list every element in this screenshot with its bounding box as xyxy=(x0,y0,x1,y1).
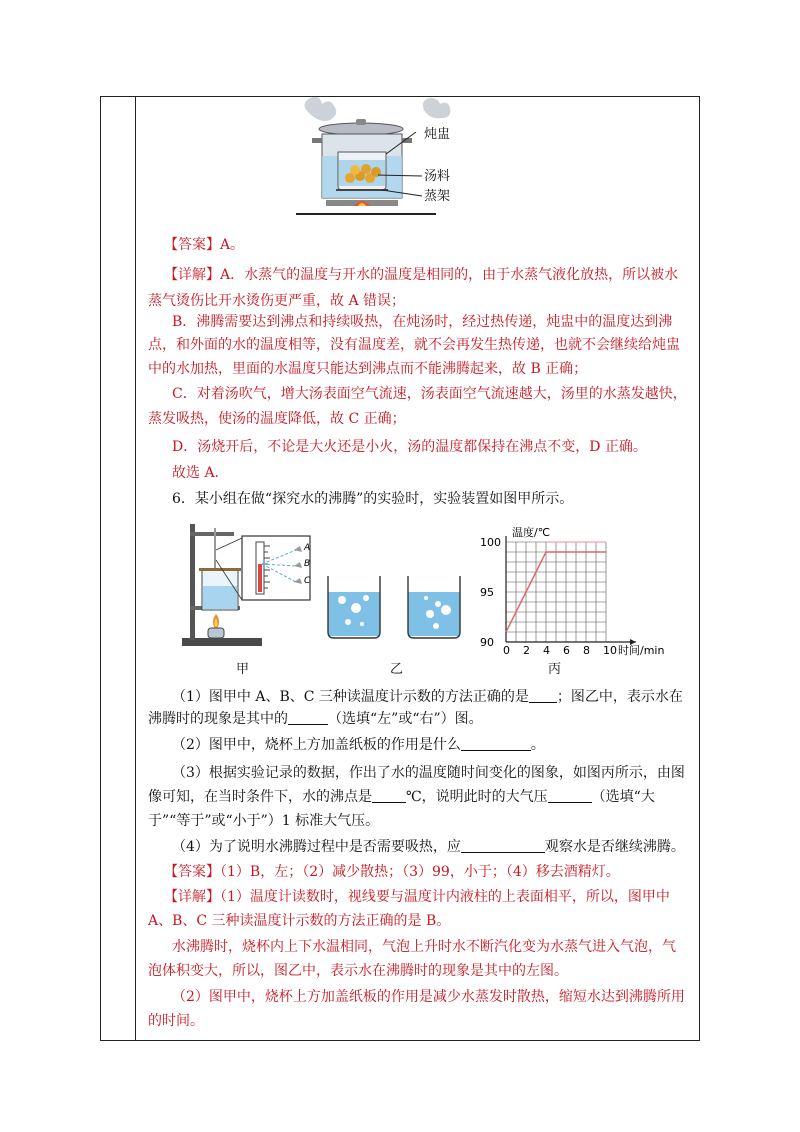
x-tick-label: 8 xyxy=(583,644,590,656)
q6-text: 。 xyxy=(530,737,545,753)
point-c-label: C xyxy=(304,576,311,586)
beaker-left xyxy=(328,576,380,638)
q6-detail-line: 的时间。 xyxy=(148,1013,204,1029)
point-b-label: B xyxy=(304,559,311,569)
q6-detail-line: A、B、C 三种读温度计示数的方法正确的是 B。 xyxy=(148,913,451,929)
temperature-chart xyxy=(472,520,694,656)
q6-part1-line xyxy=(172,688,683,706)
answer-blank xyxy=(529,688,557,703)
q6-stem: 6．某小组在做“探究水的沸腾”的实验时，实验装置如图甲所示。 xyxy=(172,491,574,507)
detail-tag: 【详解】 xyxy=(164,267,220,283)
y-tick-label: 100 xyxy=(480,536,501,549)
q5-detail-line: D．汤烧开后，不论是大火还是小火，汤的温度都保持在沸点不变，D 正确。 xyxy=(172,439,647,455)
answer-text: （1）B，左；（2）减少散热；（3）99，小于；（4）移去酒精灯。 xyxy=(220,864,620,880)
answer-blank xyxy=(461,736,531,751)
caption-jia: 甲 xyxy=(236,662,250,677)
q5-detail-line: B．沸腾需要达到沸点和持续吸热，在炖汤时，经过热传递，炖盅中的温度达到沸 xyxy=(172,314,673,330)
q6-part1-line xyxy=(148,710,483,728)
q6-detail-line: （2）图甲中，烧杯上方加盖纸板的作用是减少水蒸发时散热，缩短水达到沸腾所用 xyxy=(172,989,685,1005)
q5-detail-line: 蒸发吸热，使汤的温度降低，故 C 正确； xyxy=(148,411,406,427)
q5-final: 故选 A. xyxy=(172,465,220,481)
x-tick-label: 10 xyxy=(603,644,617,656)
q6-answer xyxy=(164,863,620,881)
column-divider xyxy=(135,96,136,1040)
x-tick-label: 4 xyxy=(543,644,550,656)
answer-blank xyxy=(548,788,592,803)
stew-pot-figure xyxy=(286,96,476,226)
q5-detail-line xyxy=(164,266,678,284)
q6-text: 观察水是否继续沸腾。 xyxy=(544,839,685,855)
x-tick-label: 2 xyxy=(523,644,530,656)
answer-tag: 【答案】 xyxy=(164,864,220,880)
q6-text: （选填“大 xyxy=(591,789,655,805)
y-tick-label: 90 xyxy=(480,636,494,649)
q6-detail-line xyxy=(164,888,670,906)
q6-text: 沸腾时的现象是其中的 xyxy=(148,711,288,727)
detail-tag: 【详解】 xyxy=(164,889,220,905)
answer-blank xyxy=(288,710,328,725)
q6-part4-line xyxy=(172,838,685,856)
x-tick-label: 6 xyxy=(563,644,570,656)
label-soup: 汤料 xyxy=(424,169,451,184)
q6-detail-line: 泡体积变大，所以，图乙中，表示水在沸腾时的现象是其中的左图。 xyxy=(148,963,568,979)
detail-text: A．水蒸气的温度与开水的温度是相同的，由于水蒸气液化放热，所以被水 xyxy=(220,267,679,283)
answer-blank xyxy=(461,838,545,853)
q6-part2-line xyxy=(172,736,545,754)
q6-text: （选填“左”或“右”）图。 xyxy=(328,711,483,727)
detail-text: （1）温度计读数时，视线要与温度计内液柱的上表面相平，所以，图甲中 xyxy=(220,889,670,905)
answer-tag: 【答案】 xyxy=(164,237,220,253)
q6-part3-line: 于”“等于”或“小于”）1 标准大气压。 xyxy=(148,813,380,829)
caption-bing: 丙 xyxy=(548,662,562,677)
chart-xlabel: 时间/min xyxy=(618,644,665,656)
q5-detail-line: 中的水加热，里面的水温度只能达到沸点而不能沸腾起来，故 B 正确； xyxy=(148,361,588,377)
q5-answer xyxy=(164,236,244,254)
q6-text: （2）图甲中，烧杯上方加盖纸板的作用是什么 xyxy=(172,737,461,753)
x-tick-label: 0 xyxy=(503,644,510,656)
answer-text: A。 xyxy=(220,237,245,253)
answer-blank xyxy=(372,788,406,803)
label-rack: 蒸架 xyxy=(424,189,451,204)
q6-part3-line xyxy=(148,788,655,806)
beaker-right xyxy=(408,576,460,638)
q6-part3-line: （3）根据实验记录的数据，作出了水的温度随时间变化的图象，如图丙所示，由图 xyxy=(172,765,685,781)
beakers-figure xyxy=(322,570,472,642)
q6-text: ℃，说明此时的大气压 xyxy=(406,789,548,805)
y-tick-label: 95 xyxy=(480,586,494,599)
q6-text: （1）图甲中 A、B、C 三种读温度计示数的方法正确的是 xyxy=(172,689,529,705)
q5-detail-line: C．对着汤吹气，增大汤表面空气流速，汤表面空气流速越大，汤里的水蒸发越快， xyxy=(172,386,687,402)
caption-yi: 乙 xyxy=(390,662,404,677)
q5-detail-line: 点，和外面的水的温度相等，没有温度差，就不会再发生热传递，也就不会继续给炖盅 xyxy=(148,337,680,353)
apparatus-figure xyxy=(178,520,318,652)
q6-text: 像可知，在当时条件下，水的沸点是 xyxy=(148,789,372,805)
q5-detail-line: 蒸气烫伤比开水烫伤更严重，故 A 错误； xyxy=(148,293,406,309)
label-pot: 炖盅 xyxy=(424,127,451,142)
q6-text: ；图乙中，表示水在 xyxy=(556,689,683,705)
point-a-label: A xyxy=(304,543,311,553)
q6-text: （4）为了说明水沸腾过程中是否需要吸热，应 xyxy=(172,839,461,855)
chart-ylabel: 温度/℃ xyxy=(512,526,551,539)
q6-detail-line: 水沸腾时，烧杯内上下水温相同，气泡上升时水不断汽化变为水蒸气进入气泡，气 xyxy=(172,939,676,955)
